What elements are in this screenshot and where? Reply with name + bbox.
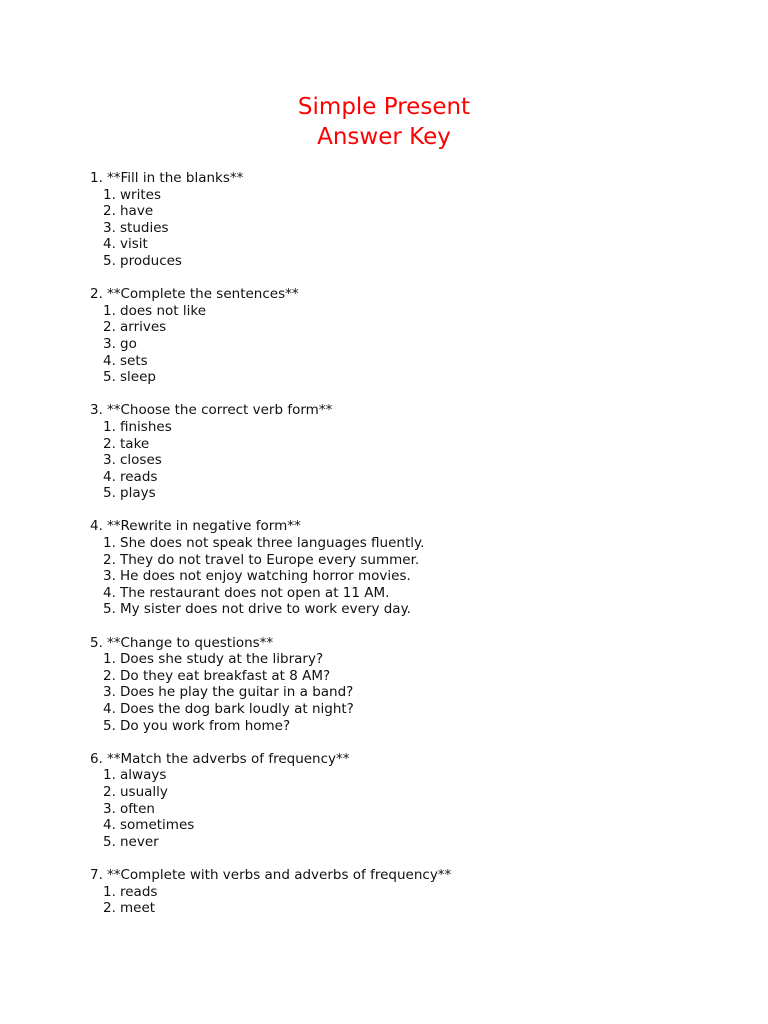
answer-number: 1.	[103, 767, 116, 784]
exercise-section	[90, 286, 730, 386]
answer-number: 2.	[103, 551, 116, 568]
answer-item	[90, 784, 730, 801]
answer-text: The restaurant does not open at 11 AM.	[120, 584, 390, 601]
answer-item	[90, 701, 730, 718]
answer-number: 3.	[103, 568, 116, 585]
exercise-number: 1.	[90, 170, 103, 186]
answer-item	[90, 303, 730, 320]
answer-item	[90, 469, 730, 486]
answer-number: 4.	[103, 701, 116, 717]
answer-item	[90, 767, 730, 784]
answer-number: 3.	[103, 335, 116, 352]
exercise-heading	[90, 867, 730, 884]
answer-item	[90, 651, 730, 668]
answer-text: Do you work from home?	[120, 717, 291, 734]
answer-number: 2.	[103, 203, 116, 220]
exercise-heading	[90, 170, 730, 187]
answer-item	[90, 668, 730, 685]
answer-text: finishes	[120, 418, 172, 435]
exercise-heading-text: **Change to questions**	[107, 634, 274, 651]
answer-item	[90, 236, 730, 253]
answer-item	[90, 220, 730, 237]
answer-item	[90, 568, 730, 585]
answer-number: 5.	[103, 369, 116, 386]
exercise-heading-text: **Rewrite in negative form**	[107, 518, 301, 535]
answer-item	[90, 900, 730, 917]
answer-number: 1.	[103, 186, 116, 203]
answer-number: 4.	[103, 236, 116, 253]
answer-item	[90, 187, 730, 204]
document-title	[0, 92, 768, 152]
answer-item	[90, 253, 730, 270]
exercise-section	[90, 170, 730, 270]
answer-text: Do they eat breakfast at 8 AM?	[120, 667, 331, 684]
answer-text: often	[120, 800, 155, 817]
answer-item	[90, 203, 730, 220]
answer-text: They do not travel to Europe every summer.	[120, 551, 420, 568]
answer-item	[90, 336, 730, 353]
exercise-section	[90, 867, 730, 917]
exercise-number: 7.	[90, 866, 103, 883]
answer-number: 1.	[103, 651, 116, 668]
answer-text: usually	[120, 783, 168, 800]
answer-text: sleep	[120, 369, 156, 386]
answer-number: 3.	[103, 452, 116, 469]
exercise-number: 3.	[90, 402, 103, 419]
exercise-heading-text: **Choose the correct verb form**	[107, 402, 333, 419]
answer-text: have	[120, 203, 154, 220]
answer-number: 5.	[103, 252, 116, 269]
answer-text: take	[120, 435, 150, 452]
exercise-section	[90, 635, 730, 735]
answer-number: 2.	[103, 319, 116, 336]
answer-number: 4.	[103, 352, 116, 369]
answer-text: always	[120, 767, 167, 784]
exercise-number: 2.	[90, 286, 103, 303]
answer-number: 5.	[103, 601, 116, 618]
answer-item	[90, 801, 730, 818]
answer-text: studies	[120, 219, 169, 236]
answer-text: Does the dog bark loudly at night?	[120, 701, 354, 717]
exercise-section	[90, 402, 730, 502]
answer-item	[90, 601, 730, 618]
answer-text: visit	[120, 236, 148, 253]
answer-text: plays	[120, 485, 156, 502]
answer-number: 5.	[103, 485, 116, 502]
exercise-heading-text: **Fill in the blanks**	[107, 170, 244, 186]
answer-text: sometimes	[120, 817, 195, 834]
exercise-section	[90, 518, 730, 618]
answer-item	[90, 319, 730, 336]
answer-number: 2.	[103, 783, 116, 800]
answer-number: 5.	[103, 717, 116, 734]
exercise-heading	[90, 518, 730, 535]
answer-text: Does he play the guitar in a band?	[120, 684, 354, 701]
answer-item	[90, 452, 730, 469]
answer-text: sets	[120, 352, 148, 369]
answer-text: She does not speak three languages fluently.	[120, 535, 425, 552]
answer-number: 3.	[103, 684, 116, 701]
exercise-heading	[90, 286, 730, 303]
answer-item	[90, 834, 730, 851]
answer-key-content	[90, 170, 730, 933]
answer-text: meet	[120, 900, 156, 917]
answer-item	[90, 535, 730, 552]
exercise-number: 6.	[90, 750, 103, 767]
answer-text: never	[120, 833, 159, 850]
answer-number: 1.	[103, 883, 116, 900]
answer-item	[90, 884, 730, 901]
exercise-number: 5.	[90, 634, 103, 651]
answer-item	[90, 684, 730, 701]
exercise-heading-text: **Complete the sentences**	[107, 286, 299, 303]
title-line-2: Answer Key	[317, 124, 451, 150]
answer-number: 2.	[103, 667, 116, 684]
answer-item	[90, 353, 730, 370]
answer-number: 1.	[103, 535, 116, 552]
answer-number: 4.	[103, 584, 116, 601]
answer-text: produces	[120, 252, 182, 269]
exercise-heading-text: **Match the adverbs of frequency**	[107, 750, 350, 767]
answer-item	[90, 419, 730, 436]
answer-text: reads	[120, 883, 158, 900]
answer-number: 1.	[103, 302, 116, 319]
exercise-heading	[90, 402, 730, 419]
answer-text: Does she study at the library?	[120, 651, 324, 668]
answer-number: 2.	[103, 900, 116, 917]
answer-number: 1.	[103, 418, 116, 435]
exercise-heading	[90, 751, 730, 768]
answer-text: go	[120, 335, 137, 352]
answer-item	[90, 585, 730, 602]
answer-text: He does not enjoy watching horror movies.	[120, 568, 411, 585]
answer-text: arrives	[120, 319, 167, 336]
answer-text: does not like	[120, 302, 207, 319]
answer-number: 5.	[103, 833, 116, 850]
exercise-section	[90, 751, 730, 851]
answer-item	[90, 552, 730, 569]
answer-text: reads	[120, 468, 158, 485]
answer-item	[90, 485, 730, 502]
answer-text: closes	[120, 452, 162, 469]
answer-item	[90, 817, 730, 834]
exercise-heading-text: **Complete with verbs and adverbs of frequency**	[107, 866, 452, 883]
answer-number: 3.	[103, 219, 116, 236]
answer-text: My sister does not drive to work every day.	[120, 601, 411, 618]
answer-item	[90, 369, 730, 386]
title-line-1: Simple Present	[297, 94, 471, 120]
answer-number: 2.	[103, 435, 116, 452]
answer-number: 4.	[103, 817, 116, 834]
answer-item	[90, 436, 730, 453]
exercise-number: 4.	[90, 518, 103, 535]
answer-number: 3.	[103, 800, 116, 817]
answer-item	[90, 718, 730, 735]
answer-number: 4.	[103, 468, 116, 485]
answer-text: writes	[120, 186, 161, 203]
exercise-heading	[90, 635, 730, 652]
